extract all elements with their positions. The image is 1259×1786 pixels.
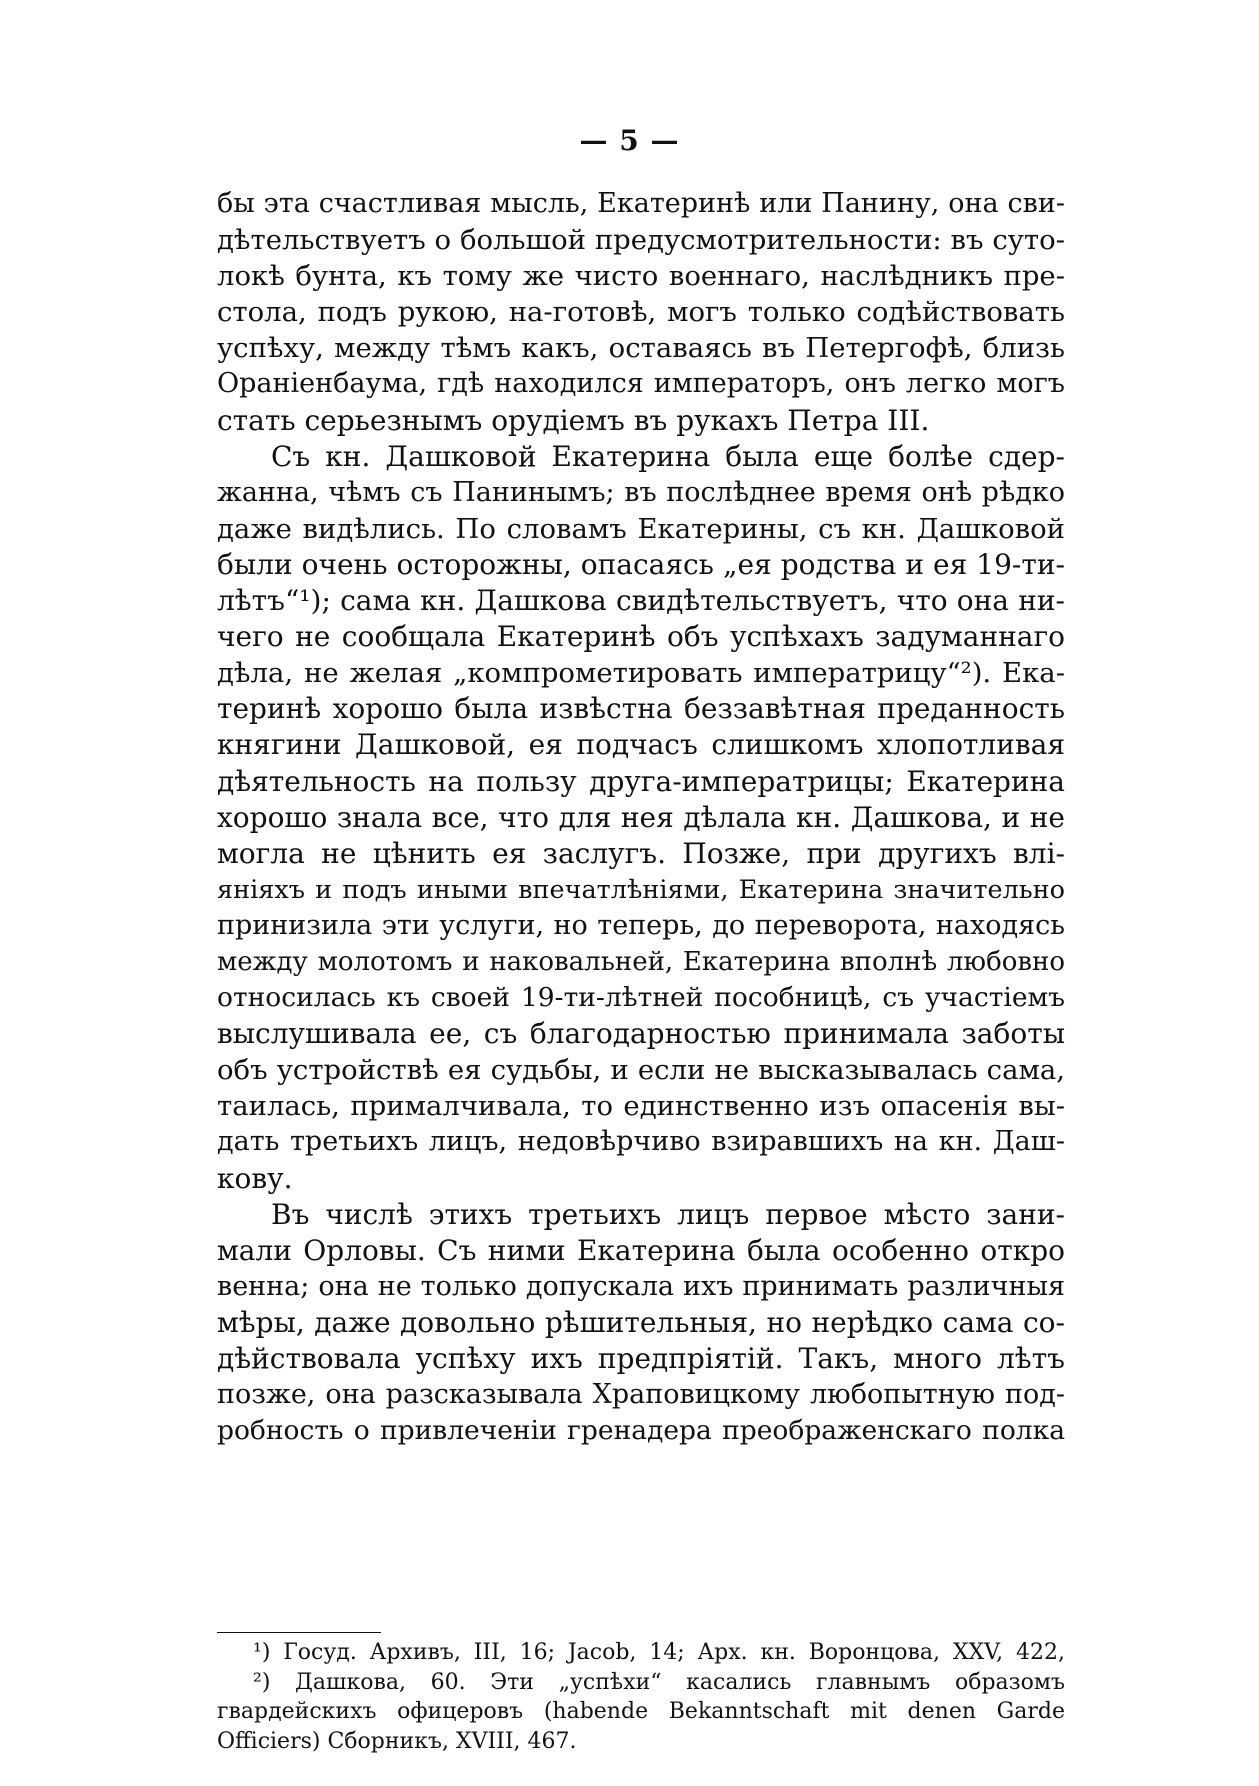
text-line: локѣ бунта, къ тому же чисто военнаго, наслѣдникъ пре- — [217, 260, 1065, 293]
text-line: бы эта счастливая мысль, Екатеринѣ или Панину, она сви- — [217, 188, 1065, 219]
text-line: выслушивала ее, съ благодарностью принимала заботы — [217, 1017, 1065, 1051]
footnote-line: ²) Дашкова, 60. Эти „успѣхи“ касались главнымъ образомъ — [253, 1669, 1065, 1695]
text-line: были очень осторожны, опасаясь „ея родства и ея 19-ти- — [217, 547, 1065, 581]
footnotes — [217, 1638, 1065, 1756]
text-line: теринѣ хорошо была извѣстна беззавѣтная преданность — [217, 692, 1065, 726]
text-line: хорошо знала все, что для нея дѣлала кн. Дашкова, и не — [217, 800, 1065, 834]
body-text — [217, 186, 1065, 1449]
text-line: венна; она не только допускала ихъ принимать различныя — [217, 1270, 1065, 1302]
text-line: принизила эти услуги, но теперь, до переворота, находясь — [217, 909, 1065, 941]
text-line: таилась, прималчивала, то единственно изъ опасенія вы- — [217, 1090, 1065, 1123]
text-line: Въ числѣ этихъ третьихъ лицъ первое мѣсто зани- — [271, 1197, 1065, 1231]
text-line: дѣла, не желая „компрометировать императрицу“²). Ека- — [217, 657, 1065, 690]
text-line: Ораніенбаума, гдѣ находился императоръ, онъ легко могъ — [217, 368, 1065, 400]
text-line: стать серьезнымъ орудіемъ въ рукахъ Петра III. — [217, 403, 930, 437]
text-line: робность о привлеченіи гренадера преображенскаго полка — [217, 1415, 1065, 1447]
footnote-line: гвардейскихъ офицеровъ (habende Bekanntschaft mit denen Garde — [217, 1699, 1065, 1724]
text-line: позже, она разсказывала Храповицкому любопытную под- — [217, 1379, 1065, 1411]
text-line: между молотомъ и наковальней, Екатерина вполнѣ любовно — [217, 946, 1065, 977]
text-line: лѣтъ“¹); сама кн. Дашкова свидѣтельствуетъ, что она ни- — [217, 584, 1065, 618]
text-line: чего не сообщала Екатеринѣ объ успѣхахъ задуманнаго — [217, 620, 1065, 654]
footnote-line: Officiers) Сборникъ, XVIII, 467. — [217, 1728, 577, 1754]
text-line: дѣятельность на пользу друга-императрицы; Екатерина — [217, 764, 1065, 798]
text-line: даже видѣлись. По словамъ Екатерины, съ кн. Дашковой — [217, 512, 1065, 545]
text-line: объ устройствѣ ея судьбы, и если не высказывалась сама, — [217, 1054, 1065, 1087]
text-line: яніяхъ и подъ иными впечатлѣніями, Екатерина значительно — [217, 874, 1065, 905]
text-line: жанна, чѣмъ съ Панинымъ; въ послѣднее время онѣ рѣдко — [217, 476, 1065, 508]
text-line: княгини Дашковой, ея подчасъ слишкомъ хлопотливая — [217, 728, 1065, 762]
text-line: дѣйствовала успѣху ихъ предпріятій. Такъ, много лѣтъ — [217, 1342, 1065, 1375]
text-line: успѣху, между тѣмъ какъ, оставаясь въ Петергофѣ, близь — [217, 332, 1065, 365]
footnote-separator — [217, 1632, 381, 1633]
footnote-line: ¹) Госуд. Архивъ, III, 16; Jacob, 14; Арх. кн. Воронцова, XXV, 422, — [253, 1640, 1065, 1665]
text-line: мѣры, даже довольно рѣшительныя, но нерѣдко сама со- — [217, 1305, 1065, 1339]
text-line: Съ кн. Дашковой Екатерина была еще болѣе сдер- — [271, 439, 1065, 473]
text-line: могла не цѣнить ея заслугъ. Позже, при другихъ влі- — [217, 836, 1065, 870]
text-line: кову. — [217, 1161, 293, 1195]
text-line: дѣтельствуетъ о большой предусмотрительности: въ суто- — [217, 224, 1065, 257]
page-number: — 5 — — [579, 124, 680, 157]
text-line: мали Орловы. Съ ними Екатерина была особенно откро — [217, 1233, 1065, 1267]
text-line: стола, подъ рукою, на-готовѣ, могъ только содѣйствовать — [217, 296, 1065, 329]
text-line: дать третьихъ лицъ, недовѣрчиво взиравшихъ на кн. Даш- — [217, 1126, 1065, 1158]
text-line: относилась къ своей 19-ти-лѣтней пособницѣ, съ участіемъ — [217, 982, 1065, 1014]
